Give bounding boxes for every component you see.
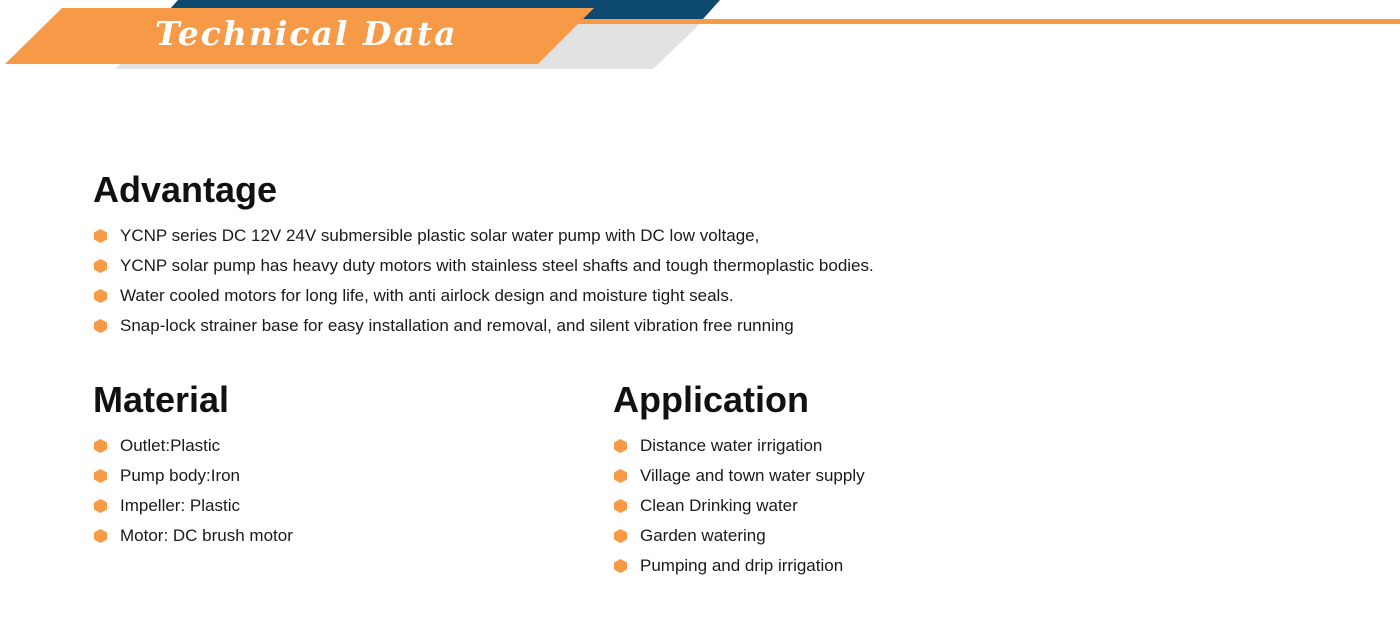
hexagon-bullet-icon [614,559,627,573]
application-list [613,431,865,581]
material-section [93,380,293,551]
list-item [93,461,293,491]
list-item-text: Pump body:Iron [120,466,241,485]
list-item [613,491,865,521]
advantage-section [93,170,874,341]
material-heading: Material [93,379,230,420]
list-item [93,251,874,281]
material-list [93,431,293,551]
list-item [613,521,865,551]
list-item [613,461,865,491]
page-title: Technical Data [155,14,458,53]
list-item-text: YCNP solar pump has heavy duty motors with stainless steel shafts and tough thermoplastic bodies. [120,256,874,275]
list-item-text: YCNP series DC 12V 24V submersible plastic solar water pump with DC low voltage, [120,226,760,245]
hexagon-bullet-icon [614,529,627,543]
list-item-text: Distance water irrigation [640,436,823,455]
list-item-text: Outlet:Plastic [120,436,221,455]
hexagon-bullet-icon [94,499,107,513]
list-item [93,221,874,251]
hexagon-bullet-icon [94,469,107,483]
section-banner [0,0,1400,70]
hexagon-bullet-icon [94,229,107,243]
list-item-text: Village and town water supply [640,466,865,485]
hexagon-bullet-icon [94,529,107,543]
advantage-list [93,221,874,341]
list-item-text: Pumping and drip irrigation [640,556,844,575]
hexagon-bullet-icon [94,319,107,333]
list-item-text: Water cooled motors for long life, with anti airlock design and moisture tight seals. [120,286,734,305]
list-item [93,491,293,521]
list-item-text: Snap-lock strainer base for easy installation and removal, and silent vibration free running [120,316,794,335]
list-item [613,551,865,581]
hexagon-bullet-icon [94,439,107,453]
banner-orange-rule [560,19,1400,24]
application-section [613,380,865,581]
list-item-text: Motor: DC brush motor [120,526,293,545]
hexagon-bullet-icon [94,289,107,303]
list-item [93,281,874,311]
list-item [93,431,293,461]
list-item [93,521,293,551]
hexagon-bullet-icon [614,439,627,453]
list-item [613,431,865,461]
list-item-text: Impeller: Plastic [120,496,240,515]
application-heading: Application [613,379,809,420]
list-item-text: Garden watering [640,526,766,545]
list-item [93,311,874,341]
hexagon-bullet-icon [614,499,627,513]
hexagon-bullet-icon [94,259,107,273]
advantage-heading: Advantage [93,169,278,210]
list-item-text: Clean Drinking water [640,496,798,515]
hexagon-bullet-icon [614,469,627,483]
